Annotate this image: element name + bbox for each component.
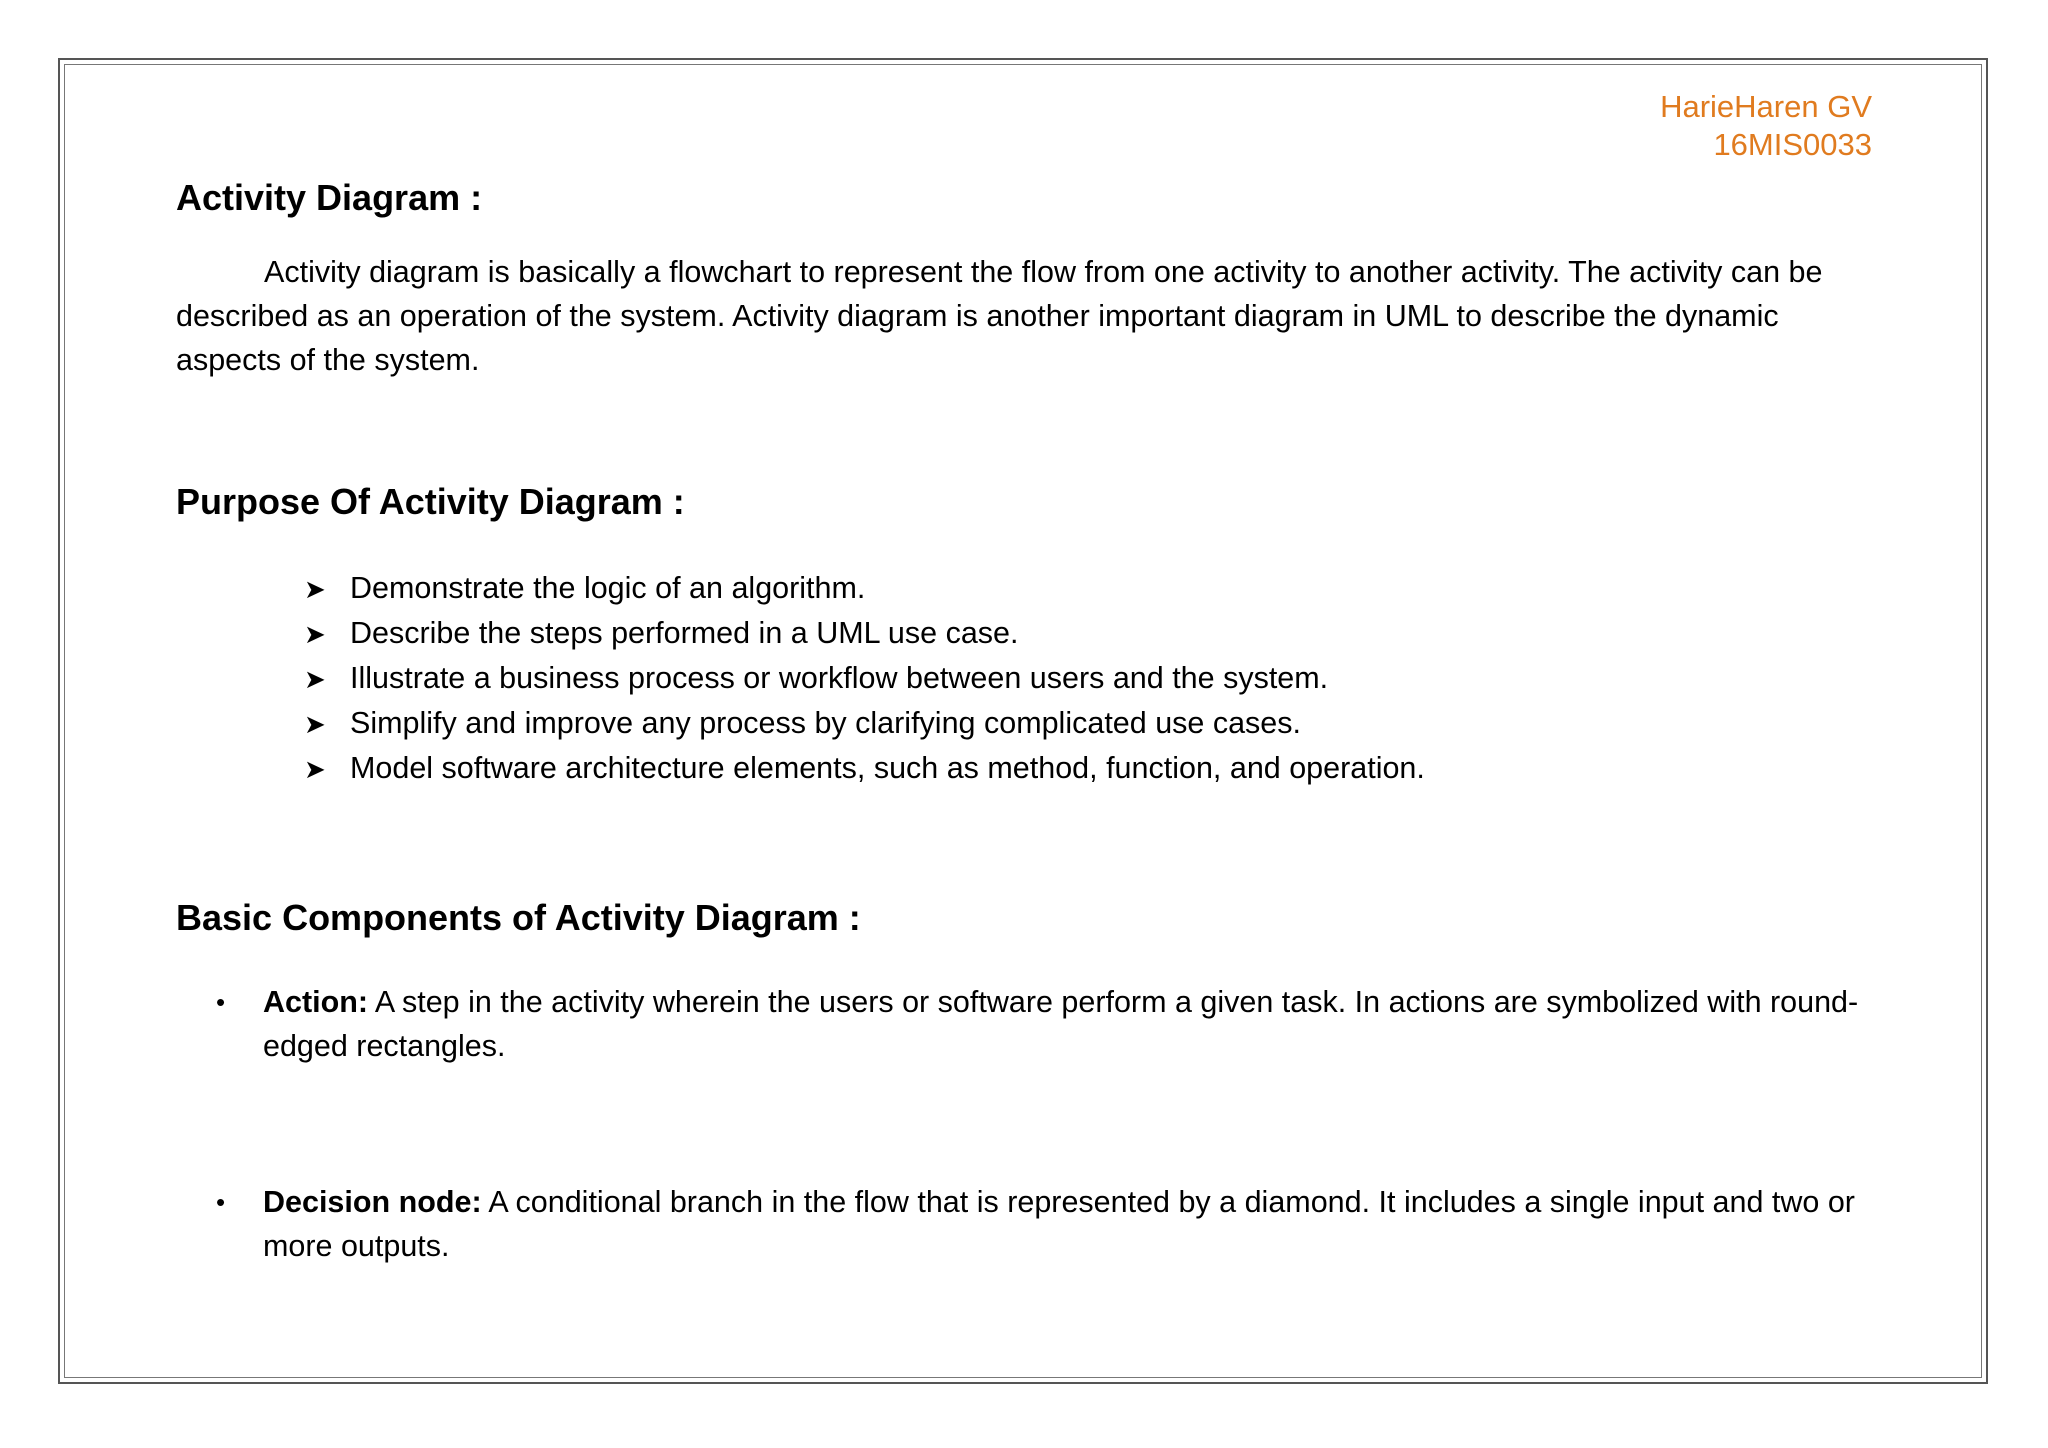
purpose-heading: Purpose Of Activity Diagram : <box>176 481 685 522</box>
arrow-bullet-icon: ➤ <box>304 664 326 694</box>
arrow-bullet-icon: ➤ <box>304 574 326 604</box>
purpose-item <box>304 656 1425 701</box>
author-name: HarieHaren GV <box>1660 89 1872 124</box>
arrow-bullet-icon: ➤ <box>304 619 326 649</box>
activity-diagram-heading: Activity Diagram : <box>176 177 483 218</box>
component-description: A step in the activity wherein the users or software perform a given task. In actions are symbolized with round-edged rectangles. <box>263 985 1859 1063</box>
author-block <box>1660 88 1872 164</box>
arrow-bullet-icon: ➤ <box>304 709 326 739</box>
author-id: 16MIS0033 <box>1713 127 1872 162</box>
component-text <box>263 1180 1876 1268</box>
purpose-item <box>304 701 1425 746</box>
activity-diagram-paragraph: Activity diagram is basically a flowchart to represent the flow from one activity to another activity. The activity can be described as an operation of the system. Activity diagram is another important diagram in UML to describe the dynamic aspects of the system. <box>176 255 1823 377</box>
component-term: Action: <box>263 985 369 1019</box>
purpose-item-text: Model software architecture elements, such as method, function, and operation. <box>350 751 1425 785</box>
purpose-item-text: Demonstrate the logic of an algorithm. <box>350 571 866 605</box>
dot-bullet-icon: • <box>216 1187 226 1217</box>
component-item-action <box>216 980 1876 1068</box>
purpose-item <box>304 611 1425 656</box>
component-description: A conditional branch in the flow that is represented by a diamond. It includes a single input and two or more outputs. <box>263 1185 1855 1263</box>
purpose-item-text: Illustrate a business process or workflow between users and the system. <box>350 661 1329 695</box>
components-heading: Basic Components of Activity Diagram : <box>176 897 861 938</box>
purpose-item-text: Simplify and improve any process by clarifying complicated use cases. <box>350 706 1301 740</box>
purpose-item <box>304 566 1425 611</box>
purpose-item-text: Describe the steps performed in a UML use case. <box>350 616 1019 650</box>
component-term: Decision node: <box>263 1185 482 1219</box>
component-text <box>263 980 1876 1068</box>
purpose-item <box>304 746 1425 791</box>
purpose-list <box>304 566 1425 791</box>
component-item-decision-node <box>216 1180 1876 1268</box>
arrow-bullet-icon: ➤ <box>304 754 326 784</box>
dot-bullet-icon: • <box>216 987 226 1017</box>
